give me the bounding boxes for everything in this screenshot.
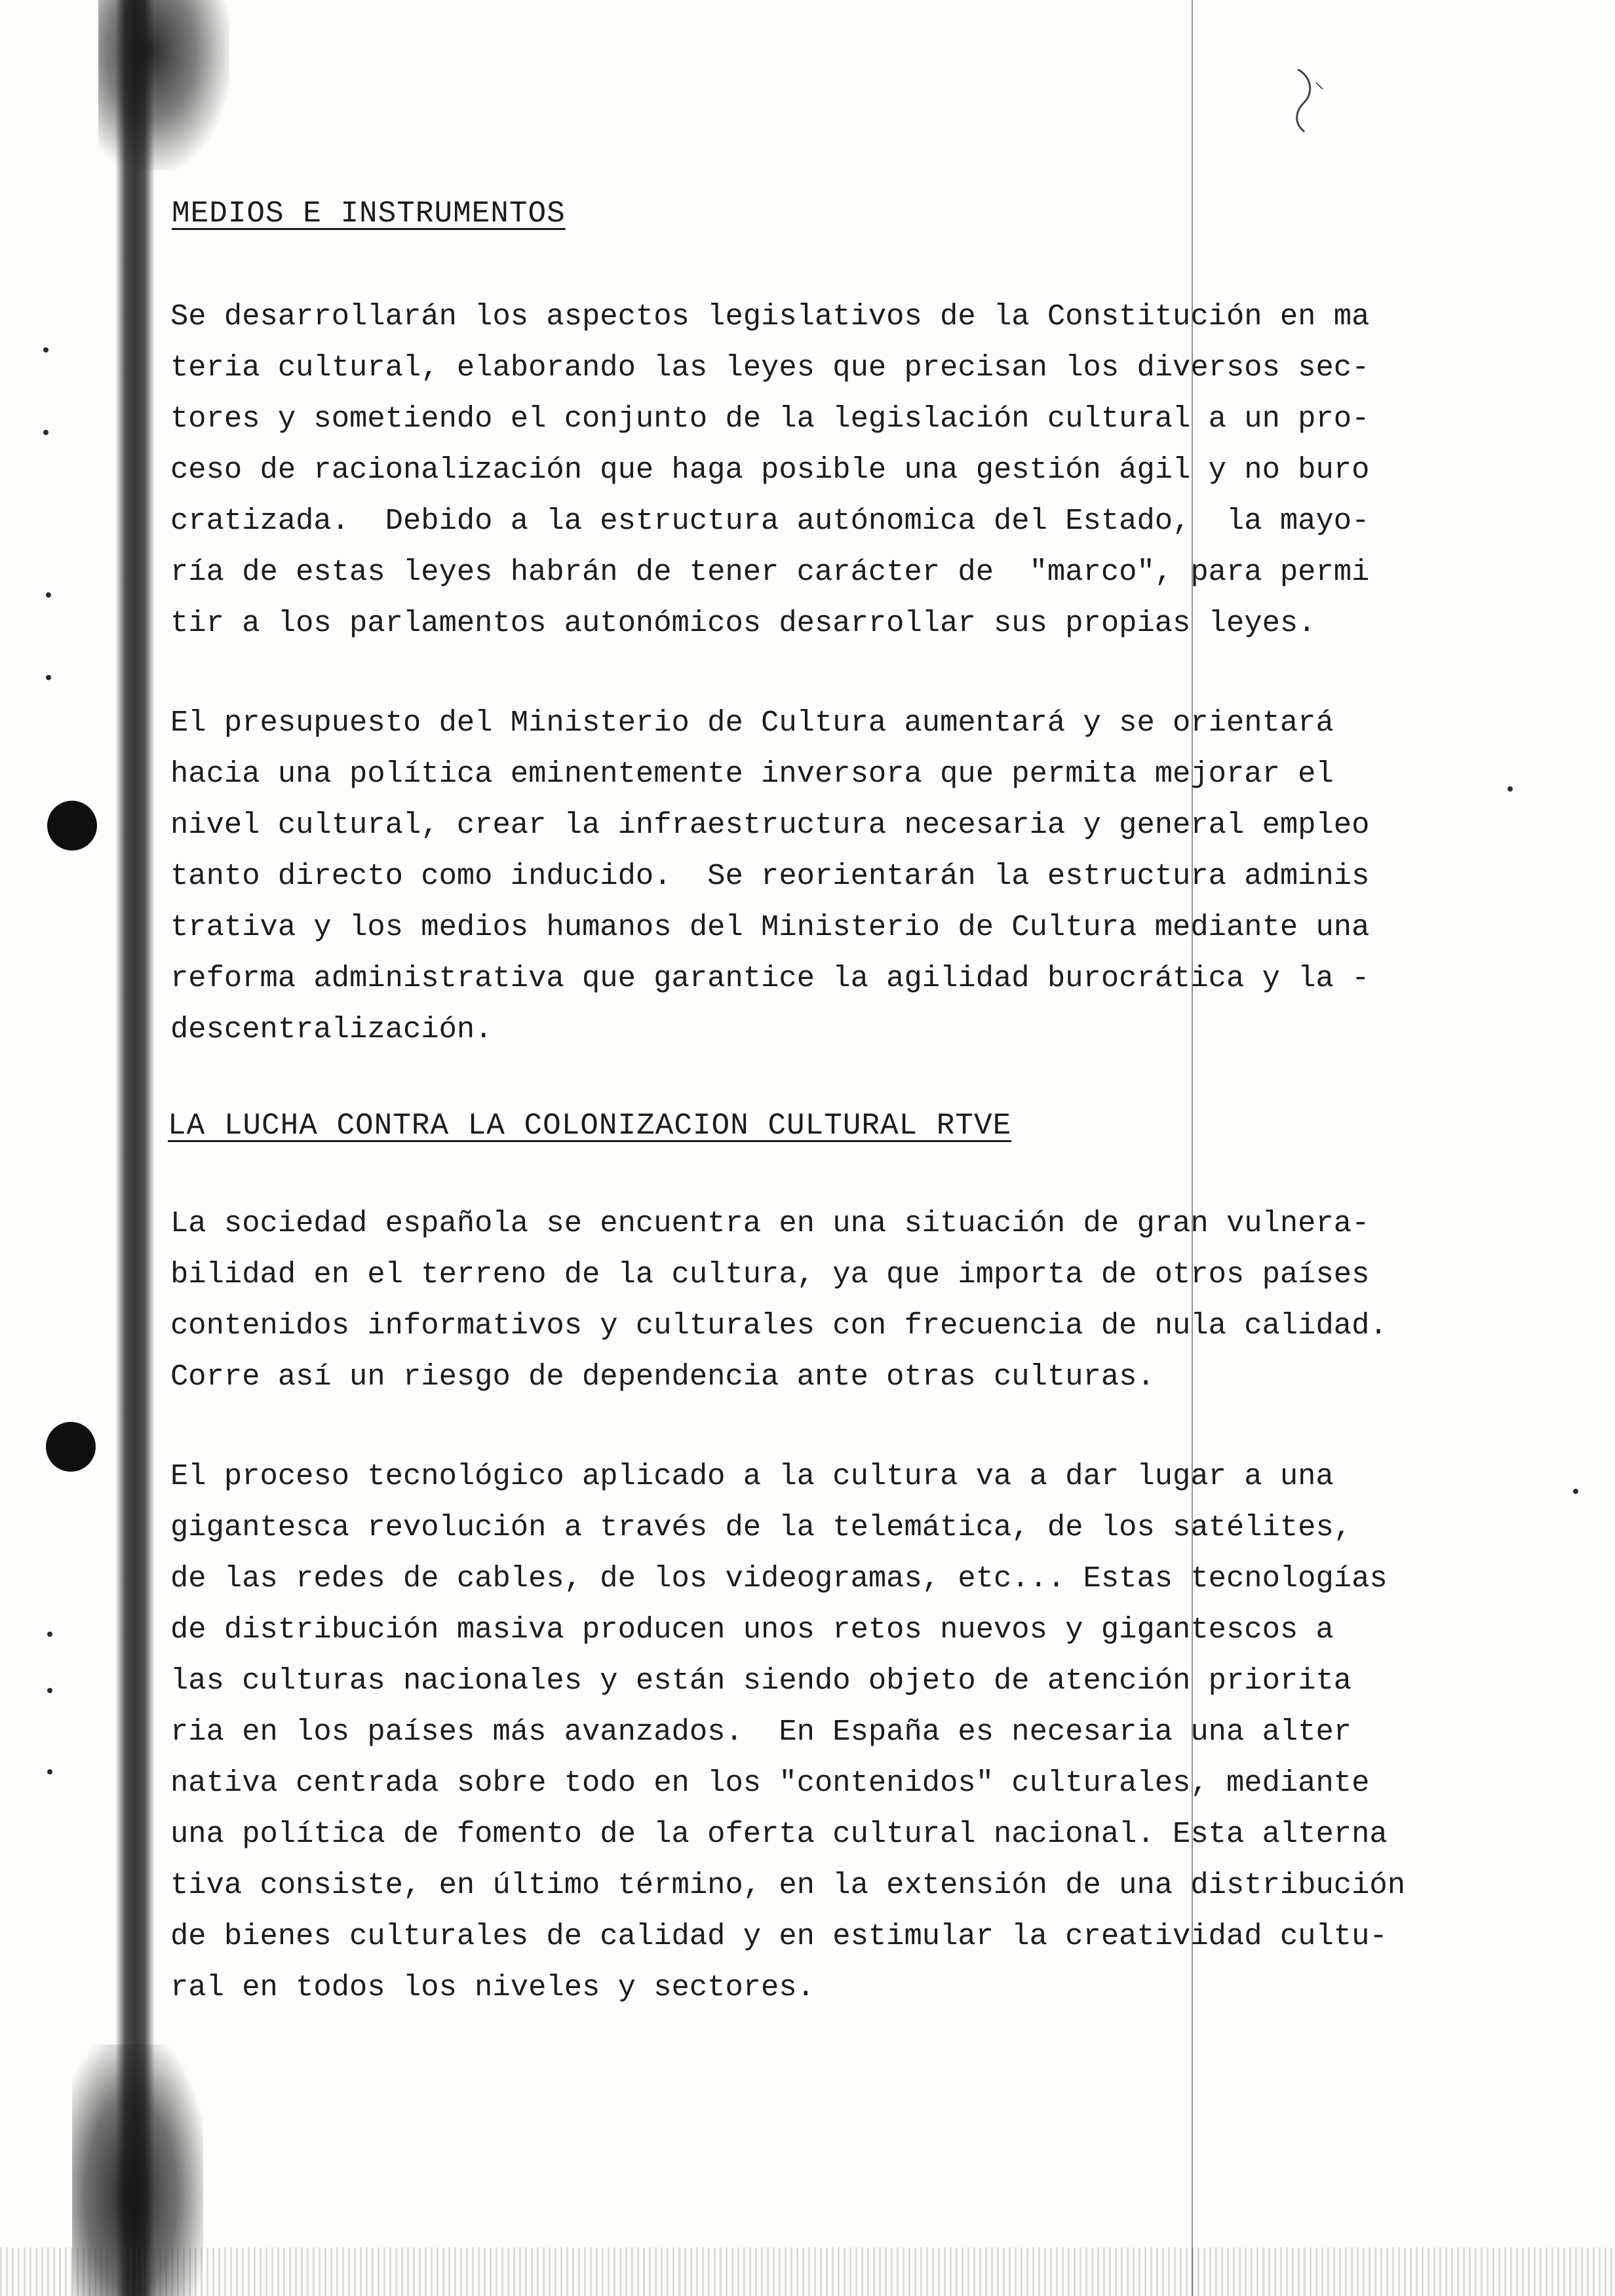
text-line: El proceso tecnológico aplicado a la cultura va a dar lugar a una: [170, 1459, 1334, 1493]
text-line: ria en los países más avanzados. En España es necesaria una alter: [170, 1715, 1352, 1749]
margin-dot: [43, 347, 49, 353]
paragraph: [170, 291, 1534, 649]
text-line: tir a los parlamentos autonómicos desarrollar sus propias leyes.: [170, 606, 1316, 640]
text-line: gigantesca revolución a través de la telemática, de los satélites,: [170, 1510, 1352, 1544]
margin-dot: [46, 592, 51, 598]
section-heading-lucha: LA LUCHA CONTRA LA COLONIZACION CULTURAL RTVE: [168, 1109, 1012, 1143]
margin-dot: [46, 675, 51, 680]
scan-noise-bottom: [0, 2248, 1615, 2296]
text-line: las culturas nacionales y están siendo objeto de atención priorita: [170, 1664, 1352, 1698]
text-line: teria cultural, elaborando las leyes que precisan los diversos sec-: [170, 351, 1370, 385]
text-line: reforma administrativa que garantice la agilidad burocrática y la -: [170, 961, 1370, 995]
punch-hole-upper: [47, 801, 97, 851]
text-line: contenidos informativos y culturales con frecuencia de nula calidad.: [170, 1309, 1388, 1343]
text-line: de las redes de cables, de los videogramas, etc... Estas tecnologías: [170, 1561, 1388, 1596]
text-line: de bienes culturales de calidad y en estimular la creatividad cultu-: [170, 1919, 1388, 1953]
text-line: El presupuesto del Ministerio de Cultura aumentará y se orientará: [170, 706, 1334, 740]
punch-hole-lower: [46, 1422, 96, 1472]
text-line: tiva consiste, en último término, en la extensión de una distribución: [170, 1868, 1406, 1902]
text-line: ría de estas leyes habrán de tener carácter de "marco", para permi: [170, 555, 1370, 589]
text-line: nativa centrada sobre todo en los "contenidos" culturales, mediante: [170, 1766, 1370, 1800]
text-line: hacia una política eminentemente inversora que permita mejorar el: [170, 757, 1334, 791]
text-line: ceso de racionalización que haga posible una gestión ágil y no buro: [170, 453, 1370, 487]
text-line: de distribución masiva producen unos retos nuevos y gigantescos a: [170, 1613, 1334, 1647]
text-line: cratizada. Debido a la estructura autónomica del Estado, la mayo-: [170, 504, 1370, 538]
binding-shadow: [115, 0, 155, 2296]
text-line: trativa y los medios humanos del Ministerio de Cultura mediante una: [170, 910, 1370, 944]
text-line: Se desarrollarán los aspectos legislativos de la Constitución en ma: [170, 299, 1370, 334]
text-line: ral en todos los niveles y sectores.: [170, 1970, 815, 2004]
text-line: Corre así un riesgo de dependencia ante otras culturas.: [170, 1360, 1155, 1394]
margin-dot: [47, 1688, 52, 1693]
section-heading-medios: MEDIOS E INSTRUMENTOS: [172, 197, 566, 231]
paragraph: [170, 1451, 1534, 2013]
margin-dot: [1573, 1489, 1578, 1494]
text-line: descentralización.: [170, 1012, 493, 1046]
paragraph: [170, 1198, 1534, 1402]
margin-dot: [47, 1632, 52, 1637]
margin-dot: [47, 1769, 52, 1774]
paragraph: [170, 697, 1534, 1055]
binding-blot-top: [98, 0, 229, 170]
text-line: tores y sometiendo el conjunto de la legislación cultural a un pro-: [170, 402, 1370, 436]
text-line: bilidad en el terreno de la cultura, ya que importa de otros países: [170, 1257, 1370, 1292]
text-line: una política de fomento de la oferta cultural nacional. Esta alterna: [170, 1817, 1388, 1851]
margin-dot: [43, 430, 49, 435]
handwritten-mark: [1285, 63, 1331, 142]
text-line: La sociedad española se encuentra en una situación de gran vulnera-: [170, 1206, 1370, 1240]
text-line: nivel cultural, crear la infraestructura necesaria y general empleo: [170, 808, 1370, 842]
text-line: tanto directo como inducido. Se reorientarán la estructura adminis: [170, 859, 1370, 893]
